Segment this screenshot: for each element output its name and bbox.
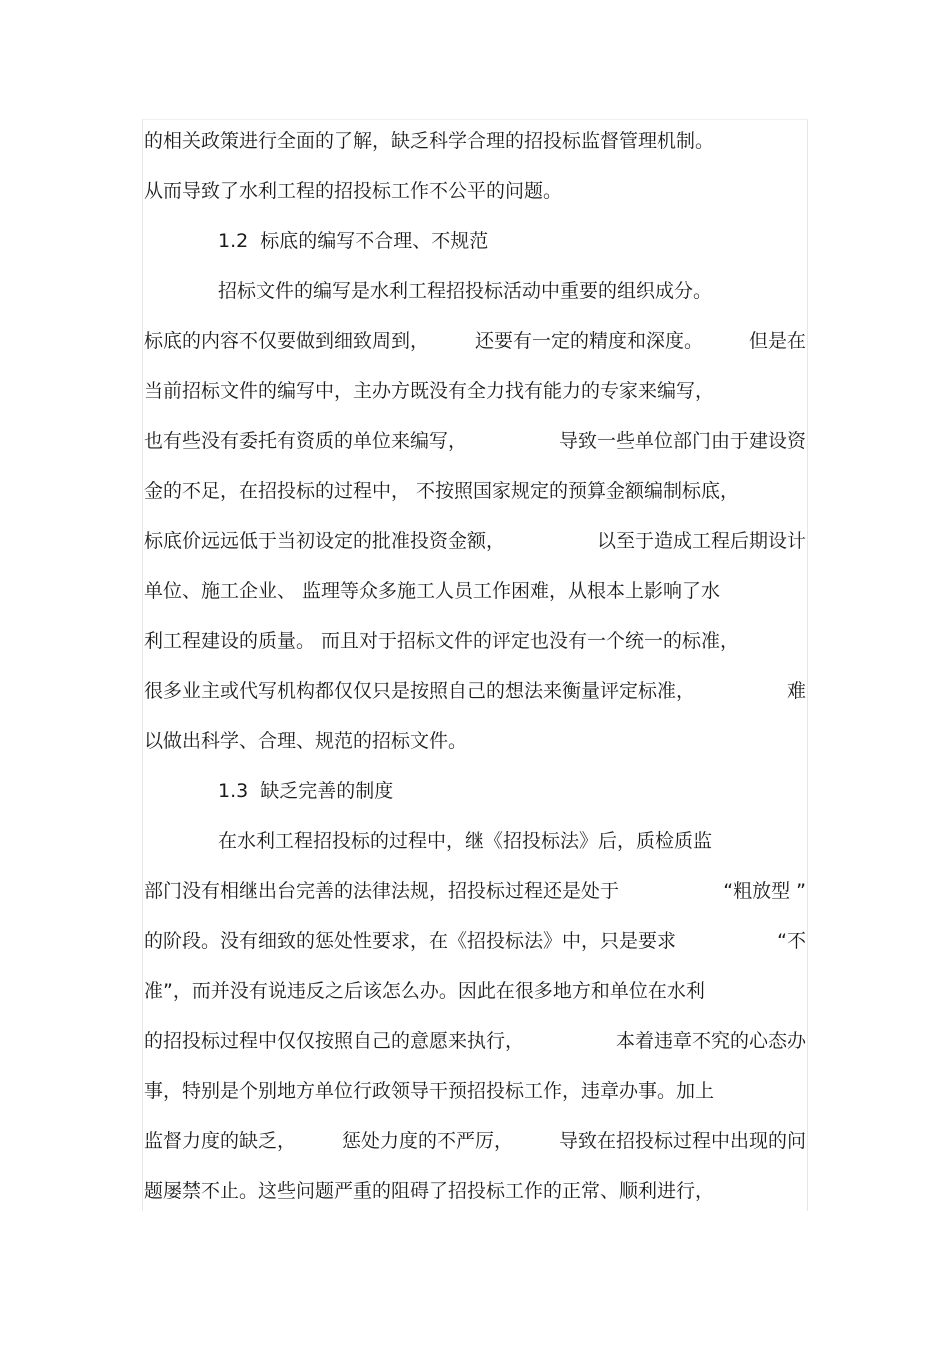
text-line: 题屡禁不止。这些问题严重的阻碍了招投标工作的正常、顺利进行， bbox=[144, 1180, 715, 1202]
text-line: 从而导致了水利工程的招投标工作不公平的问题。 bbox=[144, 180, 563, 202]
text-line bbox=[144, 516, 806, 566]
text-segment: 本着违章不究的心态办 bbox=[615, 1030, 806, 1052]
text-segment: 以至于造成工程后期设计 bbox=[596, 530, 806, 552]
text-segment: “不 bbox=[777, 930, 806, 952]
text-segment: 标底价远远低于当初设定的批准投资金额， bbox=[144, 530, 506, 552]
section-heading-1-3: 1.3 缺乏完善的制度 bbox=[218, 780, 394, 802]
text-line: 单位、施工企业、 监理等众多施工人员工作困难，从根本上影响了水 bbox=[144, 580, 721, 602]
text-segment: 监督力度的缺乏， bbox=[144, 1130, 297, 1152]
text-segment: 但是在 bbox=[748, 330, 806, 352]
text-segment: “粗放型 ” bbox=[723, 880, 806, 902]
text-segment: 还要有一定的精度和深度。 bbox=[474, 330, 703, 352]
text-line: 金的不足，在招投标的过程中， 不按照国家规定的预算金额编制标底， bbox=[144, 480, 740, 502]
text-line bbox=[144, 316, 806, 366]
section-heading-1-2: 1.2 标底的编写不合理、不规范 bbox=[218, 230, 489, 252]
text-segment: 的阶段。没有细致的惩处性要求，在《招投标法》中，只是要求 bbox=[144, 930, 677, 952]
text-segment: 难 bbox=[786, 680, 806, 702]
text-line bbox=[144, 916, 806, 966]
paragraph-first-line: 在水利工程招投标的过程中，继《招投标法》后，质检质监 bbox=[218, 830, 713, 852]
text-line: 利工程建设的质量。 而且对于招标文件的评定也没有一个统一的标准， bbox=[144, 630, 740, 652]
text-line: 事，特别是个别地方单位行政领导干预招投标工作，违章办事。加上 bbox=[144, 1080, 715, 1102]
text-segment: 导致在招投标过程中出现的问 bbox=[558, 1130, 806, 1152]
text-line: 当前招标文件的编写中，主办方既没有全力找有能力的专家来编写， bbox=[144, 380, 715, 402]
text-line bbox=[144, 416, 806, 466]
text-segment: 部门没有相继出台完善的法律法规，招投标过程还是处于 bbox=[144, 880, 620, 902]
text-line: 准”，而并没有说违反之后该怎么办。因此在很多地方和单位在水利 bbox=[144, 980, 705, 1002]
text-segment: 也有些没有委托有资质的单位来编写， bbox=[144, 430, 468, 452]
paragraph-first-line: 招标文件的编写是水利工程招投标活动中重要的组织成分。 bbox=[218, 280, 713, 302]
text-line bbox=[144, 1016, 806, 1066]
text-line: 的相关政策进行全面的了解，缺乏科学合理的招投标监督管理机制。 bbox=[144, 130, 715, 152]
text-segment: 惩处力度的不严厉， bbox=[341, 1130, 513, 1152]
text-segment: 很多业主或代写机构都仅仅只是按照自己的想法来衡量评定标准， bbox=[144, 680, 696, 702]
text-segment: 的招投标过程中仅仅按照自己的意愿来执行， bbox=[144, 1030, 525, 1052]
text-line bbox=[144, 666, 806, 716]
text-line: 以做出科学、合理、规范的招标文件。 bbox=[144, 730, 468, 752]
text-segment: 标底的内容不仅要做到细致周到， bbox=[144, 330, 430, 352]
text-line bbox=[144, 866, 806, 916]
text-line bbox=[144, 1116, 806, 1166]
document-body bbox=[144, 116, 806, 1216]
text-segment: 导致一些单位部门由于建设资 bbox=[558, 430, 806, 452]
